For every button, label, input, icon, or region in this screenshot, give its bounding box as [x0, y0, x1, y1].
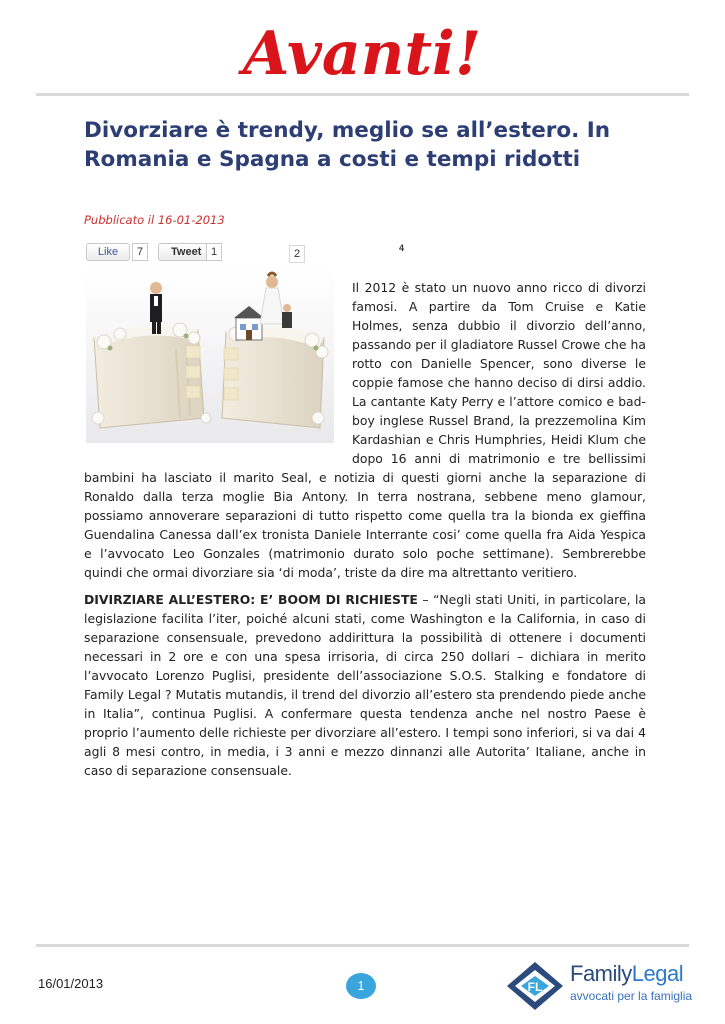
- photo-space: [84, 278, 352, 463]
- like-count: 7: [132, 243, 148, 261]
- family-legal-name: [570, 961, 683, 987]
- tweet-label: Tweet: [171, 246, 202, 258]
- header-divider: [36, 93, 689, 96]
- paragraph-2: [84, 590, 646, 780]
- article-title: Divorziare è trendy, meglio se all’estero. In Romania e Spagna a costi e tempi ridotti: [84, 118, 611, 172]
- brand-legal: Legal: [631, 961, 684, 986]
- footer-date: 16/01/2013: [38, 976, 104, 991]
- page-number: 1: [346, 973, 376, 999]
- avanti-logo: [0, 12, 725, 92]
- tweet-count: 1: [206, 243, 222, 261]
- article-body: [84, 278, 646, 788]
- logo-text: Avanti!: [242, 19, 482, 89]
- svg-text:FL: FL: [527, 980, 543, 994]
- paragraph-2-text: – “Negli stati Uniti, in particolare, la legislazione facilita l’iter, poiché alcuni stati, come Washington e la California, in caso di separazione consensuale, prevedono addirittura la possibilità di ottenere i documenti necessari in 2 ore e con una spesa irrisoria, di circa 250 dollari – dichiara in merito l’avvocato Lorenzo Puglisi, presidente dell’associazione S.O.S. Stalking e fondatore di Family Legal ? Mutatis mutandis, il trend del divorzio all’estero sta prendendo piede anche in Italia”, continua Puglisi. A confermare questa tendenza anche nel nostro Paese è proprio l’aumento delle richieste per divorziare all’estero. I tempi sono inferiori, si va dai 4 agli 8 mesi contro, in media, i 3 anni e mezzo dinnanzi alle Autorita’ Italiane, anche in caso di separazione consensuale.: [84, 592, 646, 778]
- like-button[interactable]: [86, 243, 130, 261]
- section-subhead: DIVIRZIARE ALL’ESTERO: E’ BOOM DI RICHIESTE: [84, 592, 418, 607]
- like-label: Like: [97, 246, 119, 258]
- paragraph-1: Il 2012 è stato un nuovo anno ricco di divorzi famosi. A partire da Tom Cruise e Katie Holmes, senza dubbio il divorzio dell’anno, passando per il gladiatore Russel Crowe che ha rotto con Danielle Spencer, sono diverse le coppie famose che hanno deciso di dirsi addio. La cantante Katy Perry e l’attore comico e bad-boy inglese Russel Brand, la prezzemolina Kim Kardashian e Chris Humphries, Heidi Klum che dopo 16 anni di matrimonio e tre bellissimi bambini ha lasciato il marito Seal, e notizia di questi giorni anche la separazione di Ronaldo dalla terza moglie Bia Antony. In terra nostrana, sebbene meno glamour, possiamo annoverare separazioni di tutto rispetto come quella tra la bionda ex gieffina Guendalina Canessa dall’ex tronista Daniele Interrante cosi’ come quella fra Aida Yespica e l’avvocato Leo Gonzales (matrimonio durato solo poche settimane). Sembrerebbe quindi che ormai divorziare sia ‘di moda’, triste da dire ma altrettanto veritiero.: [84, 280, 646, 580]
- publish-date: Pubblicato il 16-01-2013: [84, 213, 225, 227]
- footer-divider: [36, 944, 689, 947]
- brand-family: Family: [570, 961, 632, 986]
- family-legal-mark-icon: [505, 960, 565, 1012]
- family-legal-tagline: avvocati per la famiglia: [570, 989, 693, 1003]
- plusone-count: 2: [289, 245, 305, 263]
- family-legal-logo: [505, 960, 695, 1012]
- share-count: 4: [399, 243, 405, 253]
